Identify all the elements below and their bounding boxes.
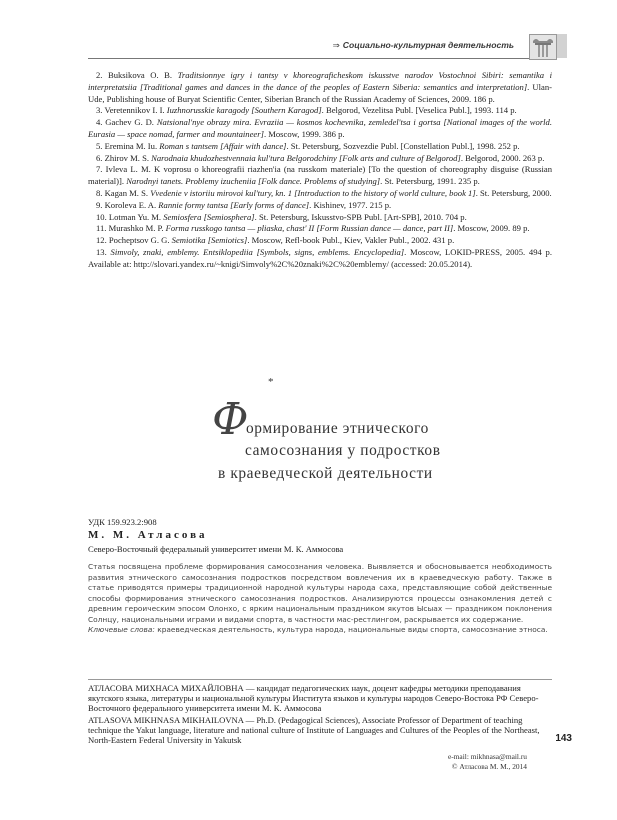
reference-item: 12. Pocheptsov G. G. Semiotika [Semiotics]. Moscow, Refl-book Publ., Kiev, Vakler Publ., 2002. 431 p. bbox=[96, 235, 455, 246]
reference-item: 13. Simvoly, znaki, emblemy. Entsiklopediia [Symbols, signs, emblems. Encyclopedia]. Moscow, LOKID-PRESS, 2005. 494 p. Available at: http://slovari.yandex.ru/~knigi/Simvoly%2C%20znaki%2C%20emblemy/ (accessed: 20.05.2014). bbox=[88, 246, 553, 269]
reference-item: 11. Murashko M. P. Forma russkogo tantsa — pliaska, chast' II [Form Russian dance — dance, part II]. Moscow, 2009. 89 p. bbox=[96, 223, 530, 234]
reference-item: 8. Kagan M. S. Vvedenie v istoriiu mirovoi kul'tury, kn. 1 [Introduction to the history of world culture, book 1]. St. Petersburg, 2000. bbox=[96, 187, 552, 198]
abstract bbox=[88, 562, 552, 636]
reference-item: 5. Eremina M. Iu. Roman s tantsem [Affair with dance]. St. Petersburg, Sozvezdie Publ. [Constellation Publ.], 1998. 252 p. bbox=[96, 140, 520, 151]
author-info-rule bbox=[88, 679, 552, 680]
title-dropcap: Ф bbox=[212, 394, 249, 445]
column-capital-logo-icon bbox=[529, 34, 557, 60]
section-title bbox=[333, 40, 514, 51]
reference-item: 10. Lotman Yu. M. Semiosfera [Semiosphera]. St. Petersburg, Iskusstvo-SPB Publ. [Art-SPB], 2010. 704 p. bbox=[96, 211, 467, 222]
title-line-3: в краеведческой деятельности bbox=[218, 465, 433, 482]
reference-item: 6. Zhirov M. S. Narodnaia khudozhestvennaia kul'tura Belgorodchiny [Folk arts and culture of Belgorod]. Belgorod, 2000. 263 p. bbox=[96, 152, 545, 163]
keywords: краеведческая деятельность, культура народа, национальные виды спорта, самосознание этноса. bbox=[154, 625, 548, 634]
reference-item: 9. Koroleva E. A. Rannie formy tantsa [Early forms of dance]. Kishinev, 1977. 215 p. bbox=[96, 199, 392, 210]
section-name: Социально-культурная деятельность bbox=[342, 40, 514, 50]
author-affiliation: Северо-Восточный федеральный университет имени М. К. Аммосова bbox=[88, 544, 344, 554]
reference-item: 3. Veretennikov I. I. Iuzhnorusskie karagody [Southern Karagod]. Belgorod, Vezelitsa Publ. [Veselica Publ.], 1993. 114 p. bbox=[96, 105, 517, 116]
abstract-text: Статья посвящена проблеме формирования самосознания человека. Выявляется и обосновывается необходимость развития этнического самосознания подростков посредством вовлечения их в краеведческую работу. Также в статье приводятся примеры традиционной народной культуры народа саха, представляющие собой действенные способы формирования этнического самосознания подростков. Анализируются процессы ознакомления детей с древним героическим эпосом Олонхо, с ярким национальным праздником якутов Ысыах — праздником поклонения Солнцу, национальными играми и видами спорта, в частности мас-рестлингом, раскрывается их содержание. bbox=[88, 562, 552, 624]
keywords-label: Ключевые слова: bbox=[88, 625, 155, 634]
page-edge-tab bbox=[557, 34, 567, 58]
reference-list bbox=[88, 70, 552, 271]
header-rule bbox=[88, 58, 537, 59]
author-info bbox=[88, 684, 552, 746]
running-header bbox=[0, 34, 617, 64]
reference-item: 2. Buksikova O. B. Traditsionnye igry i tantsy v khoreograficheskom iskusstve narodov Vostochnoi Sibiri: semantika i interpretatsiia [Traditional games and dances in the dance of the peoples of Eastern Siberia: semantics and interpretation]. Ulan-Ude, Publishing house of Buryat Scientific Center, Siberian Branch of the Russian Academy of Sciences, 2009. 186 p. bbox=[88, 70, 552, 104]
reference-item: 4. Gachev G. D. Natsional'nye obrazy mira. Evraziia — kosmos kochevnika, zemledel'tsa i gortsa [National images of the world. Eurasia — space nomad, farmer and mountaineer]. Moscow, 1999. 386 p. bbox=[88, 117, 552, 139]
arrow-icon: ⇒ bbox=[332, 40, 340, 50]
udc-code: УДК 159.923.2:908 bbox=[88, 517, 157, 527]
section-separator: * bbox=[268, 376, 274, 388]
title-line-1: ормирование этнического bbox=[246, 420, 429, 437]
page-number: 143 bbox=[555, 733, 572, 744]
author-info-ru: АТЛАСОВА МИХНАСА МИХАЙЛОВНА — кандидат педагогических наук, доцент кафедры методики преподавания якутского языка, литературы и национальной культуры Института языков и культуры народов Северо-Востока РФ Северо-Восточного федерального университета имени М. К. Аммосова bbox=[88, 683, 539, 713]
title-line-2: самосознания у подростков bbox=[245, 442, 441, 459]
author-email: e-mail: mikhnasa@mail.ru bbox=[447, 752, 527, 761]
author-info-en: ATLASOVA MIKHNASA MIKHAILOVNA — Ph.D. (Pedagogical Sciences), Associate Professor of Department of teaching technique the Yakut language, literature and national culture of Institute of Languages and Cultures of the Peoples of the Northeast, North-Eastern Federal University in Yakutsk bbox=[88, 715, 540, 745]
author-name: М. М. Атласова bbox=[88, 529, 208, 541]
copyright: © Атласова М. М., 2014 bbox=[451, 762, 527, 771]
reference-item: 7. Ivleva L. M. K voprosu o khoreografii riazhen'ia (na russkom materiale) [To the question of choreography disguise (Russian material)]. Narodnyi tanets. Problemy izucheniia [Folk dance. Problems of studying]. St. Petersburg, 1991. 235 p. bbox=[88, 164, 552, 187]
